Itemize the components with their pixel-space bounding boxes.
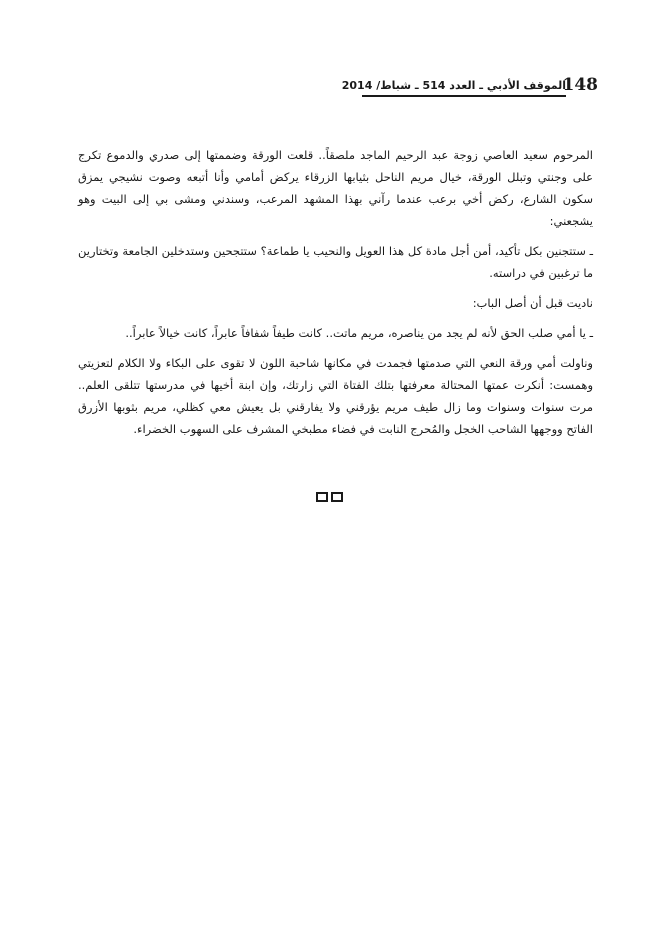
paragraph: ـ يا أمي صلب الحق لأنه لم يجد من يناصره، مريم ماتت.. كانت طيفاً شفافاً عابراً، كانت خيالاً عابراً..	[125, 326, 593, 340]
paragraph: ـ ستتجنين بكل تأكيد، أمن أجل مادة كل هذا العويل والنحيب يا طماعة؟ ستتجحين وستدخلين الجامعة وتختارين ما ترغبين في دراسته.	[78, 244, 593, 280]
end-of-article-mark	[312, 490, 346, 504]
paragraph: ناديت قبل أن أصل الباب:	[472, 296, 593, 310]
paragraph: وناولت أمي ورقة النعي التي صدمتها فجمدت في مكانها شاحبة اللون لا تقوى على البكاء ولا الكلام لتعزيتي وهمست: أنكرت عمتها المحتالة معرفتها بتلك الفتاة التي زارتك، وإن ابنة أخيها في مدرستها تتلقى العلم.. مرت سنوات وسنوات وما زال طيف مريم يؤرقني ولا يفارقني بل يعيش معي كظلي، مريم بثوبها الأزرق الفاتح ووجهها الشاحب الخجل والمُحرج النابت في فضاء مطبخي المشرف على السهوب الخضراء.	[78, 356, 593, 436]
article-body	[78, 144, 593, 440]
paragraph: المرحوم سعيد العاصي زوجة عبد الرحيم الماجد ملصقاً.. قلعت الورقة وضممتها إلى صدري والدموع تكرج على وجنتي وتبلل الورقة، خيال مريم الناحل بثيابها الزرقاء يركض أمامي وأنا أتبعه وصوت نشيجي يمزق سكون الشارع، ركض أخي برعب عندما رآني بهذا المشهد المرعب، وسندني ومشى بي إلى البيت وهو يشجعني:	[78, 148, 593, 228]
page-header	[341, 74, 598, 98]
header-rule	[362, 95, 566, 97]
end-square-icon	[316, 492, 328, 502]
page-number: 148	[562, 75, 598, 95]
end-square-icon	[331, 492, 343, 502]
running-head: الموقف الأدبي ـ العدد 514 ـ شباط/ 2014	[341, 79, 566, 92]
